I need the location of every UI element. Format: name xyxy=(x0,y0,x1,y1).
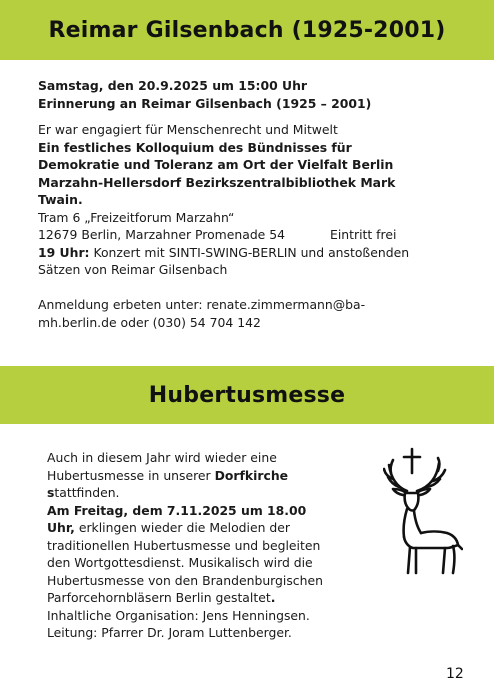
hm-text: Hubertusmesse in unserer xyxy=(47,467,215,483)
hm-line: Auch in diesem Jahr wird wieder eine xyxy=(47,450,277,465)
title-banner-hubertusmesse xyxy=(0,366,494,424)
concert-text: Konzert mit SINTI-SWING-BERLIN und anstoßenden xyxy=(89,244,410,260)
event-description-line: Demokratie und Toleranz am Ort der Vielfalt Berlin xyxy=(38,157,394,172)
hm-line: traditionellen Hubertusmesse und begleiten xyxy=(47,537,321,553)
hm-time: Uhr, xyxy=(47,520,75,535)
event-address: 12679 Berlin, Marzahner Promenade 54 xyxy=(38,227,286,242)
event-subtitle: Erinnerung an Reimar Gilsenbach (1925 – 2001) xyxy=(38,95,372,111)
hm-church: Dorfkirche xyxy=(214,467,289,483)
hm-text: erklingen wieder die Melodien der xyxy=(74,520,290,535)
event-intro: Er war engagiert für Menschenrecht und Mitwelt xyxy=(38,122,338,137)
title-banner-gilsenbach xyxy=(0,0,494,60)
hm-text: Parforcehornbläsern Berlin gestaltet xyxy=(47,590,271,605)
event-description-line: Ein festliches Kolloquium des Bündnisses für xyxy=(38,139,352,155)
hm-line xyxy=(47,519,347,537)
registration-line-2: mh.berlin.de oder (030) 54 704 142 xyxy=(38,314,261,330)
deer-with-cross-icon xyxy=(383,447,463,575)
event-description-line: Marzahn-Hellersdorf Bezirkszentralbibliothek Mark xyxy=(38,174,396,190)
event-venue: Tram 6 „Freizeitforum Marzahn“ xyxy=(38,209,235,225)
hm-text: tattfinden. xyxy=(54,485,120,500)
registration-line-1: Anmeldung erbeten unter: renate.zimmermann@ba- xyxy=(38,297,366,312)
section-title-gilsenbach: Reimar Gilsenbach (1925-2001) xyxy=(48,17,446,43)
hm-line xyxy=(47,467,347,485)
section-title-hubertusmesse: Hubertusmesse xyxy=(148,382,346,408)
event-concert xyxy=(38,244,458,262)
hm-line xyxy=(47,589,347,607)
hm-text: . xyxy=(270,590,276,605)
page-number: 12 xyxy=(446,666,464,682)
event-address-row xyxy=(38,226,458,244)
hm-line xyxy=(47,484,347,502)
concert-time: 19 Uhr: xyxy=(38,244,90,260)
hm-date: Am Freitag, dem 7.11.2025 um 18.00 xyxy=(47,502,307,518)
event-description-line: Twain. xyxy=(38,192,83,207)
hm-organisation: Inhaltliche Organisation: Jens Henningsen. xyxy=(47,607,310,623)
hm-text: s xyxy=(47,485,55,500)
event-gilsenbach xyxy=(38,77,458,331)
event-date: Samstag, den 20.9.2025 um 15:00 Uhr xyxy=(38,78,308,93)
hm-leadership: Leitung: Pfarrer Dr. Joram Luttenberger. xyxy=(47,625,292,640)
event-admission: Eintritt frei xyxy=(330,227,397,242)
concert-text-2: Sätzen von Reimar Gilsenbach xyxy=(38,262,228,277)
event-hubertusmesse xyxy=(47,449,347,642)
hm-line: Hubertusmesse von den Brandenburgischen xyxy=(47,572,323,588)
hm-line: den Wortgottesdienst. Musikalisch wird die xyxy=(47,555,313,570)
